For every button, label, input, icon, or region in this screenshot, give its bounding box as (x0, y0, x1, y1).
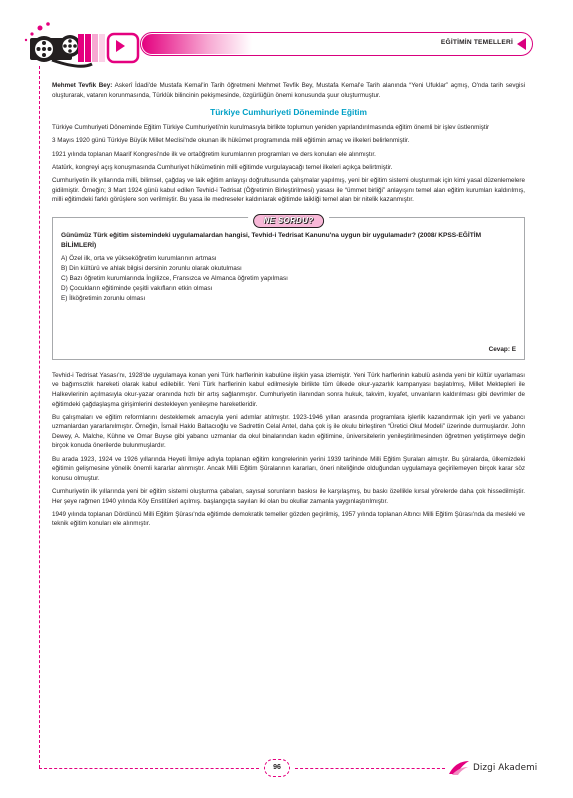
film-reel-icon (22, 20, 146, 78)
intro-paragraph (52, 81, 525, 100)
paragraph: Tevhid-i Tedrisat Yasası'nı, 1928'de uygulamaya konan yeni Türk harflerinin kabulüne ilişkin yasa izlemiştir. Yeni Türk harflerinin kabulü aslında yeni bir kültür uyarlaması ve bağımsızlık hareketi olarak kabul edilebilir. Yeni Türk harflerinin kabul edilmesiyle birlikte tüm ülkede okur-yazarlık kampanyası başlatılmış, Millet Mektepleri ile Halkevlerinin açılmasıyla okur-yazar oranında hızlı bir artış sağlanmıştır. Cumhuriyetin ilanından sonra hukuk, takvim, kıyafet, unvanların kaldırılması gibi devrimler de eğitimdeki çağdaşlaşma girişimlerini destekleyen yenileşme hareketleridir. (52, 371, 525, 408)
question-badge-label: NE SORDU? (253, 214, 325, 228)
margin-rule-bottom (39, 768, 259, 769)
margin-rule-bottom-right (295, 768, 445, 769)
answer-label: Cevap: E (488, 345, 516, 353)
paragraph: Atatürk, kongreyi açış konuşmasında Cumhuriyet hükümetinin milli eğitimde vurgulayacağı temel ilkeleri açıkça belirtmiştir. (52, 163, 393, 171)
section-title: EĞİTİMİN TEMELLERİ (440, 39, 513, 46)
option-a: A) Özel ilk, orta ve yükseköğretim kurumlarının artması (61, 255, 217, 263)
intro-text: Askerî İdadi'de Mustafa Kemal'in Tarih öğretmeni Mehmet Tevfik Bey, Mustafa Kemal'e Tarih alanında “Yeni Ufuklar” açmış, O'nda tarih sevgisi oluşturarak, vatanın korunmasında, Türklük bilincinin pekişmesinde, özgürlüğün önemi konusunda şuur oluşturmuştur. (52, 82, 525, 99)
question-badge (248, 210, 330, 228)
paragraph: Cumhuriyetin ilk yıllarında milli, bilimsel, çağdaş ve laik eğitim anlayışı doğrultusunda çalışmalar yapılmış, yeni bir eğitim sistemi oluşturmak için kimi yasal düzenlemelere gidilmiştir. Örneğin; 3 Mart 1924 günü kabul edilen Tevhid-i Tedrisat (Öğretimin Birleştirilmesi) yasası ile “ümmet birliği” anlayışını temel alan eğitim kurumları kaldırılmış, milli eğitimdeki farklı görüşlere son verilmiştir. Bu yasa ile medreseler kaldırılarak eğitimde laikliği temel alan bir nitelik kazanmıştır. (52, 176, 525, 204)
leaf-brand-icon (448, 760, 470, 776)
section-heading: Türkiye Cumhuriyeti Döneminde Eğitim (210, 107, 367, 118)
page-number: 96 (264, 759, 290, 777)
brand-logo (448, 758, 537, 778)
option-b: B) Din kültürü ve ahlak bilgisi dersinin zorunlu olarak okutulması (61, 265, 242, 273)
intro-name: Mehmet Tevfik Bey: (52, 82, 113, 89)
question-box (52, 217, 525, 360)
page-content (52, 81, 525, 533)
option-c: C) Bazı öğretim kurumlarında İngilizce, Fransızca ve Almanca öğretim yapılması (61, 275, 288, 283)
option-d: D) Çocukların eğitiminde çeşitli vakıfların etkin olması (61, 285, 213, 293)
paragraph: Bu arada 1923, 1924 ve 1926 yıllarında Heyeti İlmiye adıyla toplanan eğitim kongrelerinin yerini 1939 tarihinde Milli Eğitim Şuraları almıştır. Bu şûralarda, ülkemizdeki eğitimin gelişmesine yönelik önemli kararlar alınmıştır. Ancak Milli Eğitim Şûralarının kararları, öneri niteliğinde olduğundan uygulamaya geçirilemeyen birçok karar söz konusu olmuştur. (52, 455, 525, 482)
paragraph: 1921 yılında toplanan Maarif Kongresi'nde ilk ve ortaöğretim kurumlarının programları ve ders konuları ele alınmıştır. (52, 150, 376, 158)
play-icon (113, 39, 127, 53)
brand-name: Dizgi Akademi (473, 763, 538, 773)
paragraph: Bu çalışmaları ve eğitim reformlarını desteklemek amacıyla yeni adımlar atılmıştır. 1923-1946 yılları arasında programlara işlerlik kazandırmak için yerli ve yabancı uzmanlardan yararlanılmıştır. Örneğin, İsmail Hakkı Baltacıoğlu ve Sadrettin Celal Antel, daha çok iş ile okulu birleştiren “Üretici Okul Modeli” üzerinde durmuşlardır. John Dewey, A. Malche, Kühne ve Omar Buyse gibi yabancı uzmanlar da okul binalarından kadın eğitimine, üniversitelerin yenileştirilmesinden öğretmen yetiştirmeye değin birçok konuda önerilerde bulunmuşlardır. (52, 413, 525, 450)
page-header (0, 0, 573, 80)
paragraph: 3 Mayıs 1920 günü Türkiye Büyük Millet Meclisi'nde okunan ilk hükümet programında milli eğitimin amaç ve ilkeleri belirlenmiştir. (52, 137, 410, 145)
margin-rule-left (39, 66, 40, 768)
paragraph: 1949 yılında toplanan Dördüncü Milli Eğitim Şûrası'nda eğitimde demokratik temeller gözden geçirilmiş, 1957 yılında toplanan Altıncı Milli Eğitim Şûrası'nda da mesleki ve teknik eğitim konuları ele alınmıştır. (52, 510, 525, 528)
triangle-left-icon (517, 38, 526, 50)
header-band-gradient (142, 34, 252, 54)
option-e: E) İlköğretimin zorunlu olması (61, 295, 146, 303)
question-text: Günümüz Türk eğitim sistemindeki uygulamalardan hangisi, Tevhid-i Tedrisat Kanunu'na uygun bir uygulamadır? (2008/ KPSS-EĞİTİM BİLİMLERİ) (61, 231, 482, 249)
paragraph: Cumhuriyetin ilk yıllarında yeni bir eğitim sistemi oluşturma çabaları, sayısal sorunların baskısı ile karşılaşmış, bu baskı özellikle kırsal yörelerde daha çok hissedilmiştir. Her şeye rağmen 1940 yılında Köy Enstitüleri açılmış. başlangıçta sayıları iki olan bu okullar zamanla yaygınlaştırılmıştır. (52, 488, 525, 505)
paragraph: Türkiye Cumhuriyeti Döneminde Eğitim Türkiye Cumhuriyeti'nin kurulmasıyla birlikte toplumun yeniden yapılandırılmasında eğitim önemli bir işlev üstlenmiştir (52, 124, 490, 132)
